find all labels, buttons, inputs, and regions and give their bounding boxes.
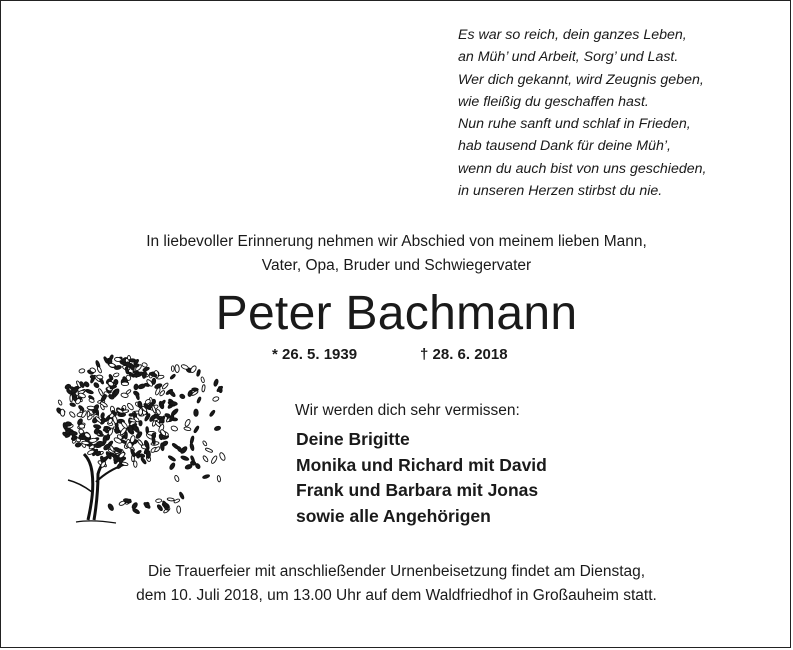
intro-text: [0, 230, 793, 278]
deceased-name: Peter Bachmann: [215, 287, 578, 340]
mourner-line: Monika und Richard mit David: [296, 454, 547, 475]
poem-line: wenn du auch bist von uns geschieden,: [458, 160, 707, 177]
poem: [458, 24, 706, 202]
windblown-tree-icon: [48, 342, 238, 527]
poem-line: Wer dich gekannt, wird Zeugnis geben,: [458, 71, 704, 88]
poem-line: hab tausend Dank für deine Müh’,: [458, 138, 671, 155]
tree-leaves: [56, 354, 226, 514]
mourner-line: sowie alle Angehörigen: [296, 505, 491, 526]
poem-line: in unseren Herzen stirbst du nie.: [458, 183, 663, 200]
funeral-info: [0, 560, 793, 608]
funeral-line-1: Die Trauerfeier mit anschließender Urnenbeisetzung findet am Dienstag,: [147, 563, 646, 580]
mourners-list: [296, 427, 547, 529]
poem-line: Nun ruhe sanft und schlaf in Frieden,: [458, 116, 691, 133]
intro-line-1: In liebevoller Erinnerung nehmen wir Abschied von meinem lieben Mann,: [146, 233, 647, 250]
mourner-line: Frank und Barbara mit Jonas: [296, 480, 539, 500]
birth-date: * 26. 5. 1939: [272, 346, 358, 363]
poem-line: wie fleißig du geschaffen hast.: [458, 93, 649, 110]
funeral-line-2: dem 10. Juli 2018, um 13.00 Uhr auf dem Waldfriedhof in Großauheim statt.: [136, 587, 657, 604]
mourners-intro: Wir werden dich sehr vermissen:: [295, 402, 520, 419]
poem-line: Es war so reich, dein ganzes Leben,: [458, 27, 687, 43]
mourner-line: Deine Brigitte: [296, 429, 410, 449]
poem-line: an Müh’ und Arbeit, Sorg’ und Last.: [458, 49, 679, 66]
intro-line-2: Vater, Opa, Bruder und Schwiegervater: [261, 257, 532, 274]
death-date: † 28. 6. 2018: [420, 346, 508, 363]
